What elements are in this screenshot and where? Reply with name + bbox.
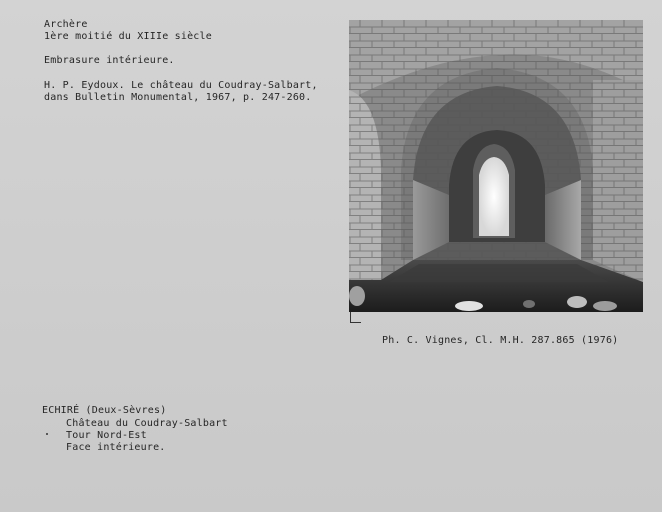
photo-credit: Ph. C. Vignes, Cl. M.H. 287.865 (1976) xyxy=(382,335,619,346)
reference-line-2: dans Bulletin Monumental, 1967, p. 247-260. xyxy=(44,92,312,103)
description-line: Embrasure intérieure. xyxy=(44,55,175,66)
vaulted-embrasure-photo xyxy=(349,20,643,312)
subject-title: Archère xyxy=(44,19,88,30)
photograph xyxy=(349,20,643,312)
commune-line: ECHIRÉ (Deux-Sèvres) xyxy=(42,405,167,416)
reference-line-1: H. P. Eydoux. Le château du Coudray-Salbart, xyxy=(44,80,318,91)
typewriter-dot xyxy=(46,433,48,435)
crop-mark xyxy=(350,312,361,323)
site-line: Château du Coudray-Salbart xyxy=(66,418,228,429)
tower-line: Tour Nord-Est xyxy=(66,430,147,441)
face-line: Face intérieure. xyxy=(66,442,166,453)
date-line: 1ère moitié du XIIIe siècle xyxy=(44,31,212,42)
